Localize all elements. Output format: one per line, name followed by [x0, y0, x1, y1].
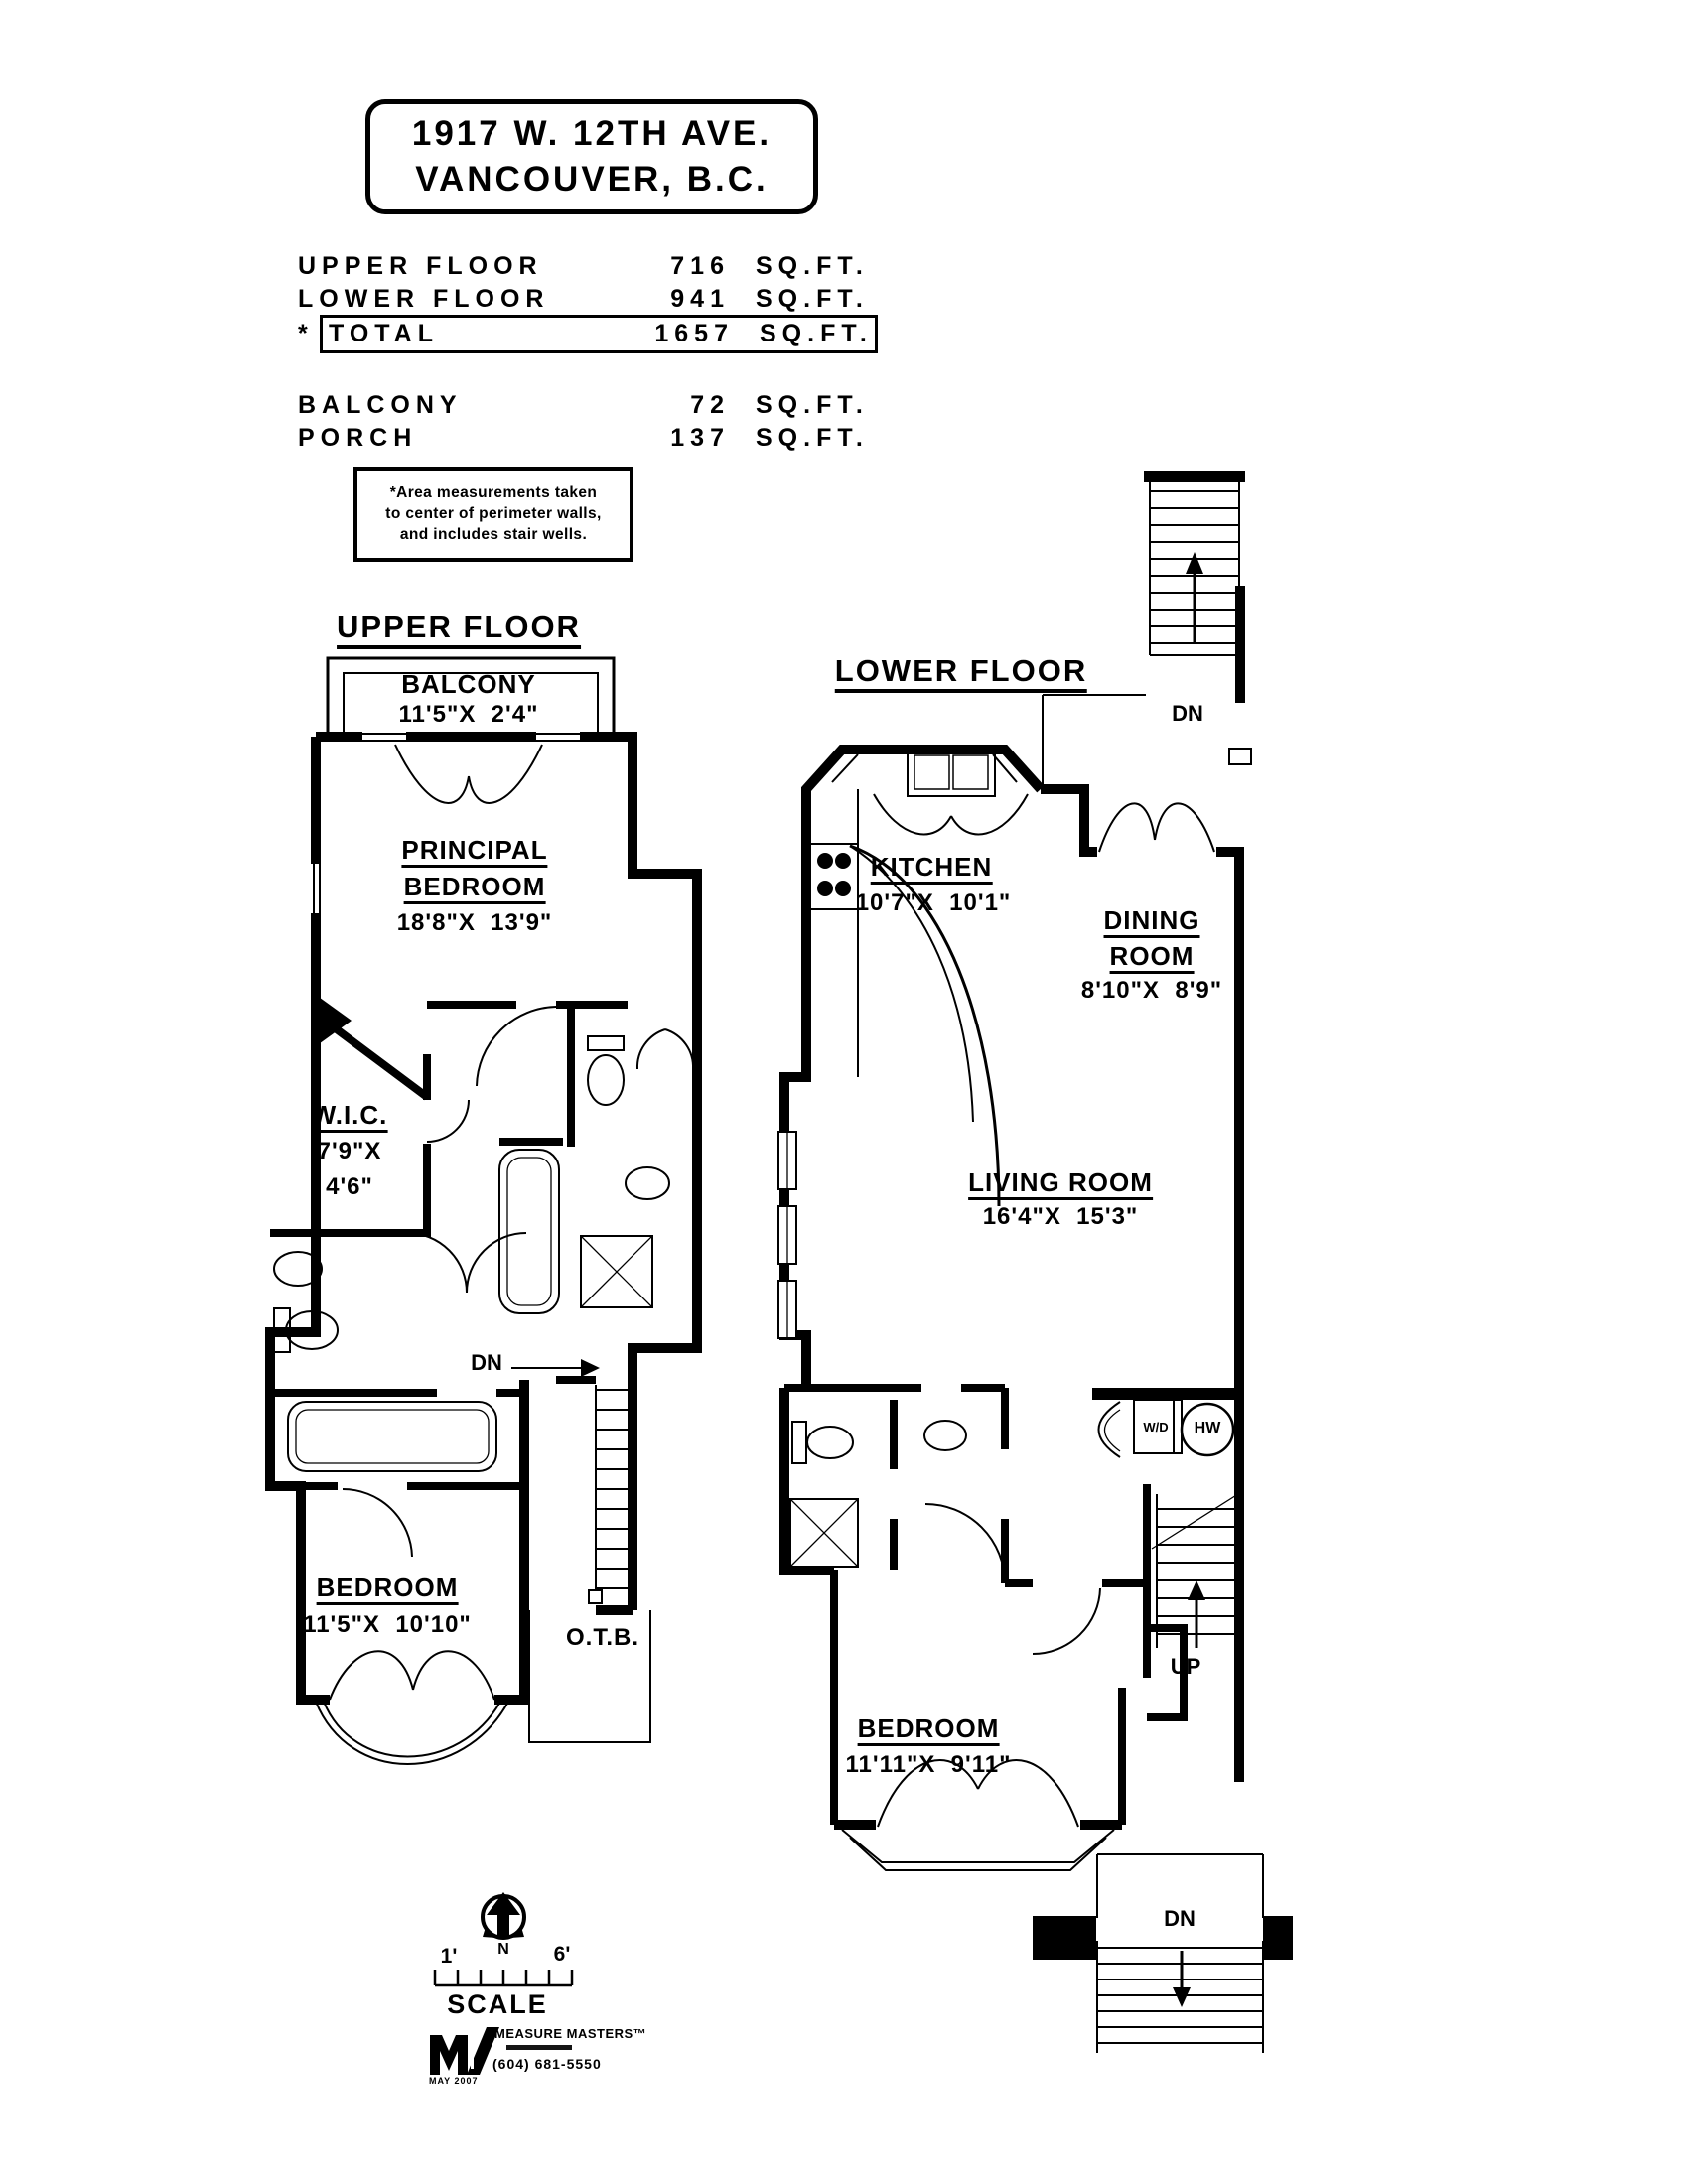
balcony-door-swags	[395, 745, 542, 803]
up-label: UP	[1170, 1654, 1201, 1679]
wic-dims2: 4'6"	[326, 1173, 373, 1200]
logo-mark	[430, 2027, 499, 2075]
dining-dims: 8'10"X 8'9"	[1080, 977, 1223, 1004]
scale-tick-start: 1'	[440, 1945, 458, 1968]
entry-porch	[1043, 695, 1251, 786]
dining-label1: DINING	[1104, 907, 1200, 938]
hot-water-label: HW	[1194, 1420, 1221, 1436]
kitchen-bay	[832, 749, 1028, 834]
lower-floor-heading: LOWER FLOOR	[835, 655, 1087, 693]
upper-floor-heading: UPPER FLOOR	[337, 612, 581, 649]
address-line2: VANCOUVER, B.C.	[415, 160, 769, 199]
area-label: TOTAL	[329, 319, 440, 347]
plan-date: MAY 2007	[429, 2076, 479, 2086]
otb-label: O.T.B.	[565, 1624, 640, 1651]
area-label: UPPER FLOOR	[298, 252, 543, 280]
north-label: N	[497, 1941, 509, 1958]
porch-stairs-bottom	[1033, 1854, 1293, 2053]
area-value: 716	[670, 252, 730, 280]
lower-floor-plan	[778, 471, 1293, 2053]
kitchen-label: KITCHEN	[871, 854, 993, 885]
upper-interior-walls	[270, 1005, 628, 1486]
living-windows	[778, 1132, 796, 1338]
area-label: PORCH	[298, 424, 418, 452]
note-line1: *Area measurements taken	[389, 484, 598, 501]
stove	[810, 789, 858, 1077]
area-unit: SQ.FT.	[756, 391, 869, 419]
company-phone: (604) 681-5550	[492, 2056, 602, 2072]
area-value: 941	[670, 285, 730, 313]
upper-stairs	[511, 1359, 633, 1603]
upper-closet-doors	[637, 1029, 693, 1069]
dining-label2: ROOM	[1110, 943, 1195, 974]
lower-bedroom-label: BEDROOM	[858, 1715, 1000, 1746]
compass	[483, 1892, 524, 1938]
area-row-balcony	[298, 389, 878, 422]
area-table	[298, 250, 878, 455]
area-label: LOWER FLOOR	[298, 285, 550, 313]
principal-bedroom-label1: PRINCIPAL	[401, 837, 547, 868]
upper-dn-label: DN	[471, 1350, 502, 1375]
principal-bedroom-dims: 18'8"X 13'9"	[396, 909, 553, 936]
upper-bedroom-label: BEDROOM	[317, 1574, 459, 1605]
scale-ruler	[435, 1970, 572, 1985]
area-value: 1657	[654, 319, 734, 347]
area-row-upper	[298, 250, 878, 283]
lower-dn-bottom-label: DN	[1164, 1906, 1196, 1931]
address-line1: 1917 W. 12TH AVE.	[411, 114, 773, 153]
wic-label: W.I.C.	[312, 1102, 388, 1133]
area-row-lower	[298, 283, 878, 316]
dining-entry-swags	[1099, 803, 1214, 852]
upper-bay-window	[316, 1651, 508, 1764]
area-value: 137	[670, 424, 730, 452]
area-unit: SQ.FT.	[756, 285, 869, 313]
balcony-label: BALCONY	[401, 669, 536, 699]
area-unit: SQ.FT.	[756, 424, 869, 452]
area-label: BALCONY	[298, 391, 463, 419]
living-room-dims: 16'4"X 15'3"	[982, 1203, 1139, 1230]
company-name: MEASURE MASTERS™	[494, 2026, 647, 2041]
washer-dryer-label: W/D	[1143, 1420, 1169, 1434]
total-asterisk: *	[298, 319, 314, 347]
address-title-box	[365, 99, 818, 214]
upper-bedroom-dims: 11'5"X 10'10"	[303, 1611, 472, 1638]
exterior-stairs-top	[1144, 471, 1245, 703]
lower-bedroom-dims: 11'11"X 9'11"	[845, 1751, 1012, 1778]
company-tagline-blur	[506, 2045, 572, 2050]
living-room-label: LIVING ROOM	[968, 1169, 1153, 1200]
total-box	[320, 315, 878, 353]
area-unit: SQ.FT.	[756, 252, 869, 280]
wic-dims1: 7'9"X	[317, 1138, 382, 1164]
area-row-total	[298, 316, 878, 351]
scale-tick-end: 6'	[553, 1943, 571, 1966]
area-row-porch	[298, 422, 878, 455]
area-unit: SQ.FT.	[760, 319, 873, 347]
principal-bedroom-label2: BEDROOM	[404, 874, 546, 904]
balcony-dims: 11'5"X 2'4"	[398, 701, 539, 728]
note-line2: to center of perimeter walls,	[385, 505, 602, 522]
kitchen-dims: 10'7"X 10'1"	[855, 889, 1012, 916]
measurement-note	[353, 467, 633, 562]
area-value: 72	[690, 391, 730, 419]
scale-label: SCALE	[447, 1989, 548, 2019]
lower-dn-top-label: DN	[1172, 701, 1203, 726]
note-line3: and includes stair wells.	[399, 526, 588, 543]
